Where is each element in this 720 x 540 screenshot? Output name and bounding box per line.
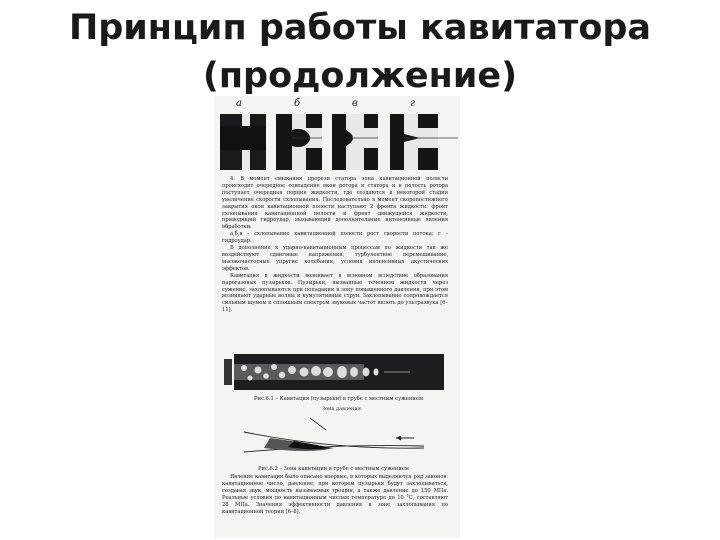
panel-label-g: г	[410, 98, 416, 109]
slide-title-line2: (продолжение)	[202, 56, 518, 96]
paragraph-stage4: 4. В момент смыкания прорези статора зона кавитационной полости происходит очередное совпадение окон ротора и статора и в полость ротора поступает очередная порция жидкости, где создаются в некоторой стадии увеличение скорости схлопывания. Последовательно в момент скоропостижного закрытия окон кавитационной полости наступают 2 фронта жидкости: фронт схлопывания кавитационной полости и фронт движущейся жидкости, приводящий гидроудар, вызывающий дополнительные интенсивные явления обработки.	[222, 176, 448, 231]
paragraph-bubbles: Кавитация в жидкости возникает в основном вследствие образования парогазовых пузырьков. Пузырьки, вызванные течением жидкости через сужение, захлопываются при попадании в зону повышенного давления, при этом возникают ударные волны и кумулятивные струи. Захлопывание сопровождается сильным шумом и сплошным спектром звуковых частот вплоть до ультразвука [6–11].	[222, 272, 448, 314]
panel-label-b: б	[294, 98, 301, 109]
scan-text-upper	[222, 176, 448, 314]
paragraph-conclusion: Явление кавитации было описано впервые, в которых выделяются ряд законов: кавитационное число, давление, при котором пузырьки будут захлопываться, создавая звук, мощность вызываемых трещин, а также давление до 150 МПа. Реальные условия по кавитационным числам температуре до 10 °С, составляют 28 МПа. Значения эффективности давления в зоне захлопывания по кавитационной теории [6–8].	[222, 474, 448, 515]
panel-label-v: в	[352, 98, 358, 109]
cavitator-stages-figure	[214, 96, 460, 176]
stage-panel-b	[276, 114, 322, 170]
figure-caption-1: Рис.6.1 – Кавитация (пузырьки) в трубе с местным сужением	[254, 396, 423, 402]
stage-panel-a	[220, 114, 266, 170]
cavitation-zone-figure	[214, 414, 460, 474]
slide-title	[0, 4, 720, 100]
stage-panel-g	[390, 114, 458, 170]
figure-caption-2: Рис.6.2 – Зона кавитации в трубе с местным сужением	[258, 466, 409, 472]
pressure-zone-label: Зона давления	[322, 406, 361, 412]
paragraph-effects: В дополнение к ударно-кавитационным процессам по жидкости так же воздействуют сдвиговые напряжения, турбулентное перемешивание, высокочастотные упругие колебания, условия интенсивных акустических эффектов.	[222, 245, 448, 272]
slide-title-line1: Принцип работы кавитатора	[68, 8, 652, 48]
paragraph-legend: а,б,в – схлопывание кавитационной полости рост скорости потока; г – гидроудар.	[222, 231, 448, 245]
scan-text-lower	[222, 474, 448, 515]
stage-panel-v	[332, 114, 378, 170]
panel-label-a: а	[236, 98, 242, 109]
scanned-page	[214, 96, 460, 538]
